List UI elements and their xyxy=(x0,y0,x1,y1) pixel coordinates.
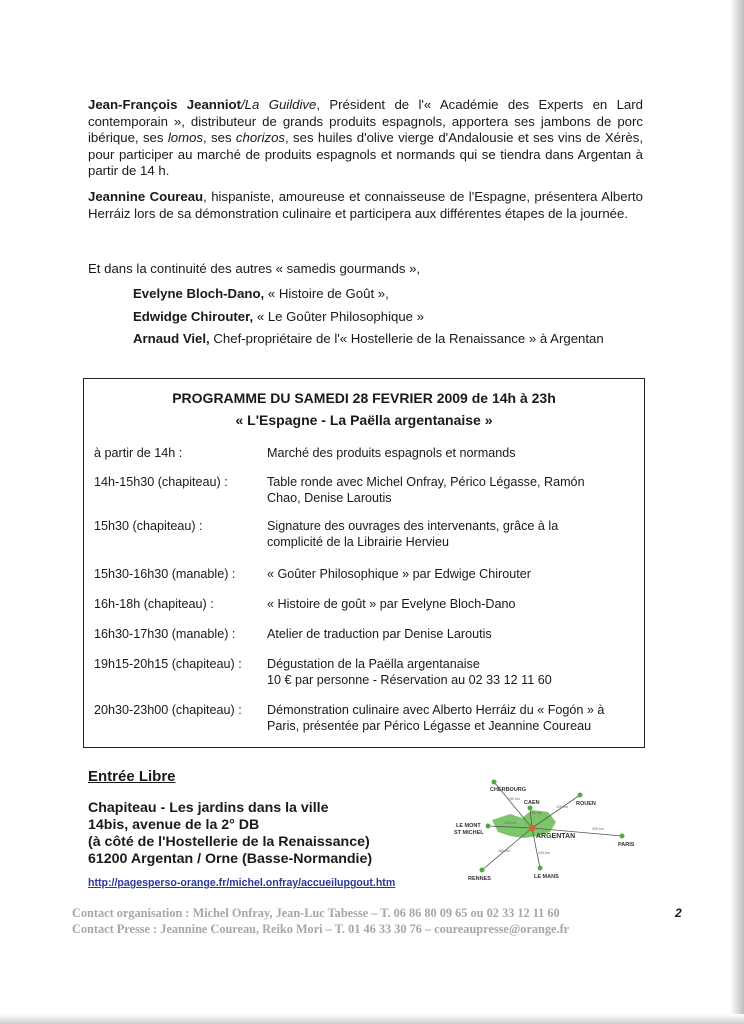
address-line: Chapiteau - Les jardins dans la ville xyxy=(88,800,329,816)
programme-subtitle: « L'Espagne - La Paëlla argentanaise » xyxy=(235,412,493,428)
argentan-marker xyxy=(529,825,535,831)
paragraph-text: , ses huiles d'olive vierge d'Andalousie et ses vins de Xérès, pour participer au marché de produits espagnols et normands qui se tiendra dans Argentan à partir de 14 h. xyxy=(88,130,643,178)
guest-desc: « Le Goûter Philosophique » xyxy=(253,309,424,324)
distance-label: 200 km xyxy=(592,827,604,831)
city-dot xyxy=(486,824,491,829)
page-number: 2 xyxy=(675,906,682,920)
city-label: ST MICHEL xyxy=(454,830,484,836)
website-link[interactable]: http://pagesperso-orange.fr/michel.onfray/accueilupgout.htm xyxy=(88,877,396,889)
page-bottom-shadow xyxy=(0,1014,744,1024)
guest-name: Edwidge Chirouter, xyxy=(133,309,254,324)
programme-desc-reservation: 10 € par personne - Réservation au 02 33 12 11 60 xyxy=(267,673,552,687)
programme-desc: Signature des ouvrages des intervenants, grâce à la complicité de la Librairie Hervieu xyxy=(267,519,559,549)
guest-line xyxy=(133,286,389,302)
paragraph-text: , hispaniste, amoureuse et connaisseuse de l'Espagne, présentera Alberto Herráiz lors de sa démonstration culinaire et participera aux différentes étapes de la journée. xyxy=(88,189,643,221)
product-term: chorizos xyxy=(235,130,286,145)
city-label: ARGENTAN xyxy=(536,833,576,840)
address-line: (à côté de l'Hostellerie de la Renaissance) xyxy=(88,834,370,850)
entry-free-heading: Entrée Libre xyxy=(88,768,176,785)
guest-line xyxy=(133,309,424,325)
city-dot xyxy=(538,866,543,871)
programme-box xyxy=(83,378,645,748)
city-label: RENNES xyxy=(468,876,491,882)
guest-desc: Chef-propriétaire de l'« Hostellerie de la Renaissance » à Argentan xyxy=(209,331,604,346)
product-term: lomos xyxy=(167,130,204,145)
distance-label: 150 km xyxy=(508,797,520,801)
programme-desc: « Histoire de goût » par Evelyne Bloch-Dano xyxy=(267,597,516,611)
programme-desc: Démonstration culinaire avec Alberto Herráiz du « Fogón » à Paris, présentée par Périco Légasse et Jeannine Coureau xyxy=(267,703,605,733)
distance-label: 60 km xyxy=(532,811,542,815)
address-line: 14bis, avenue de la 2° DB xyxy=(88,817,260,833)
programme-time: 14h-15h30 (chapiteau) : xyxy=(94,475,228,489)
contact-press: Contact Presse : Jeannine Coureau, Reiko Mori – T. 01 46 33 30 76 – coureaupresse@orange.fr xyxy=(72,922,570,936)
distance-label: 160 km xyxy=(498,849,510,853)
intro-line: Et dans la continuité des autres « samedis gourmands », xyxy=(88,261,421,276)
city-label: CAEN xyxy=(524,800,540,806)
city-dot xyxy=(480,868,485,873)
person-name: Jeannine Coureau xyxy=(88,189,204,204)
city-dot xyxy=(620,834,625,839)
programme-title: PROGRAMME DU SAMEDI 28 FEVRIER 2009 de 14h à 23h xyxy=(172,390,556,406)
person-name: Jean-François Jeanniot xyxy=(88,97,241,112)
distance-label: 100 km xyxy=(504,821,516,825)
city-label: LE MONT xyxy=(456,823,481,829)
paragraph-jeanniot xyxy=(88,97,643,180)
programme-time: 20h30-23h00 (chapiteau) : xyxy=(94,703,242,717)
guest-name: Arnaud Viel, xyxy=(133,331,210,346)
city-dot xyxy=(578,793,583,798)
address-line: 61200 Argentan / Orne (Basse-Normandie) xyxy=(88,851,373,867)
programme-time: 16h30-17h30 (manable) : xyxy=(94,627,236,641)
city-dot xyxy=(492,780,497,785)
programme-desc: Table ronde avec Michel Onfray, Périco Légasse, Ramón Chao, Denise Laroutis xyxy=(267,475,585,505)
programme-time: 19h15-20h15 (chapiteau) : xyxy=(94,657,242,671)
guest-desc: « Histoire de Goût », xyxy=(264,286,389,301)
page-edge-shadow xyxy=(730,0,744,1024)
programme-desc: Marché des produits espagnols et normands xyxy=(267,446,516,460)
paragraph-coureau xyxy=(88,189,643,222)
programme-desc: Dégustation de la Paëlla argentanaise xyxy=(267,657,480,671)
organization-name: /La Guildive xyxy=(241,97,317,112)
paragraph-text: , Président de l'« Académie des Experts en Lard contemporain », distributeur de grands produits espagnols, apportera ses jambons de porc ibérique, ses xyxy=(88,97,643,145)
city-label: PARIS xyxy=(618,842,635,848)
programme-time: 16h-18h (chapiteau) : xyxy=(94,597,214,611)
city-dot xyxy=(528,806,533,811)
distance-label: 100 km xyxy=(538,851,550,855)
contact-organisation: Contact organisation : Michel Onfray, Jean-Luc Tabesse – T. 06 86 80 09 65 ou 02 33 12 11 60 xyxy=(72,906,560,920)
distance-label: 125 km xyxy=(556,805,568,809)
city-label: CHERBOURG xyxy=(490,787,527,793)
city-label: ROUEN xyxy=(576,801,596,807)
programme-time: 15h30 (chapiteau) : xyxy=(94,519,203,533)
programme-time: 15h30-16h30 (manable) : xyxy=(94,567,236,581)
programme-desc: « Goûter Philosophique » par Edwige Chirouter xyxy=(267,567,531,581)
separator-text: , ses xyxy=(203,130,236,145)
guest-line xyxy=(133,331,604,347)
location-map xyxy=(452,770,642,890)
guest-name: Evelyne Bloch-Dano, xyxy=(133,286,265,301)
programme-desc: Atelier de traduction par Denise Laroutis xyxy=(267,627,492,641)
programme-time: à partir de 14h : xyxy=(94,446,183,460)
city-label: LE MANS xyxy=(534,874,559,880)
